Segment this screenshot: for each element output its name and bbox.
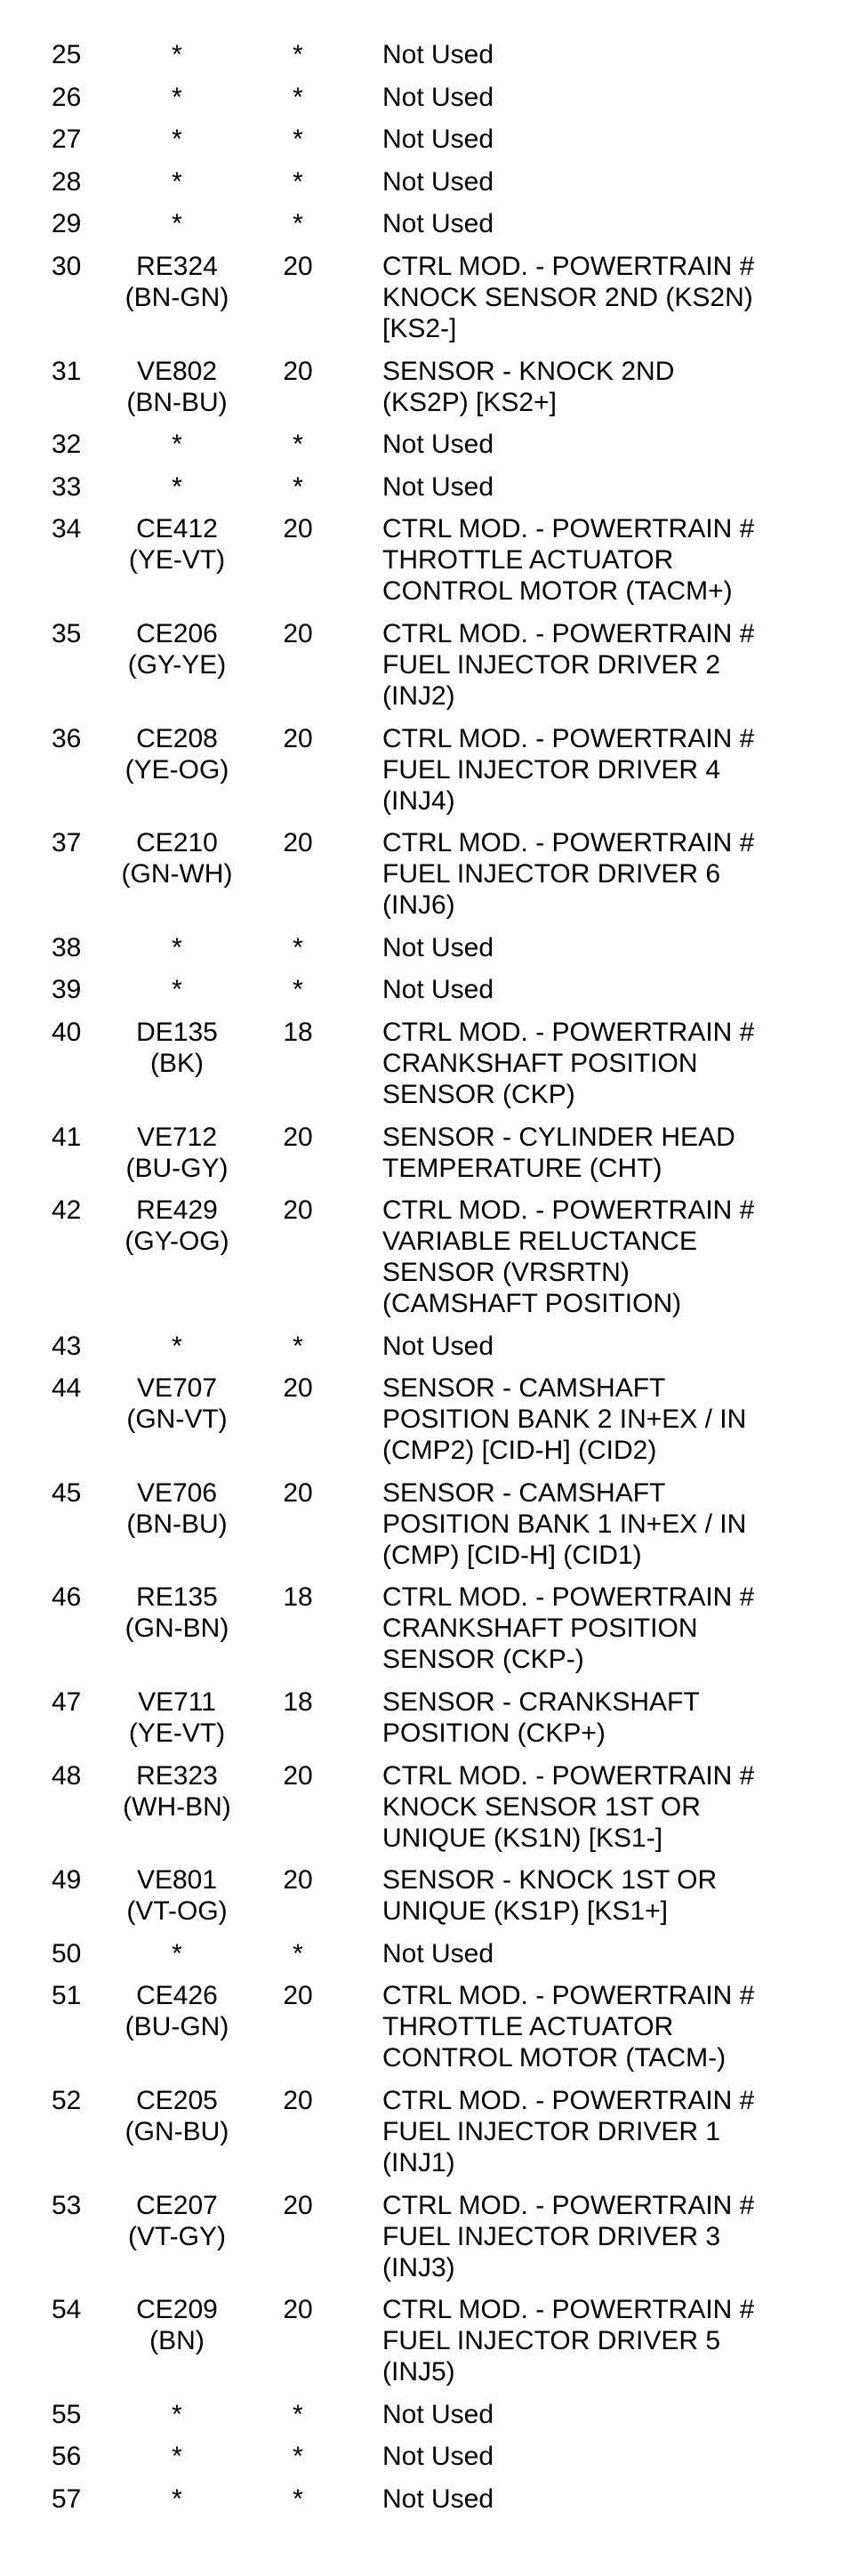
wire-gauge: * [293,471,303,502]
circuit-function [349,429,843,471]
circuit-function [349,2483,843,2526]
pin-number: 26 [52,82,82,112]
pin-number: 38 [52,932,82,962]
circuit-cell [107,827,247,932]
circuit-function [349,1686,843,1760]
pin-number: 32 [52,430,82,460]
circuit-cell [107,1195,247,1331]
wire-gauge: 20 [283,1760,313,1791]
circuit-cell [107,1331,247,1373]
circuit-cell [107,1760,247,1865]
function-line: CONTROL MOTOR (TACM-) [382,2043,727,2073]
wire-gauge: * [293,932,303,962]
function-line: (CAMSHAFT POSITION) [382,1289,682,1319]
pin-number: 31 [52,356,82,386]
function-line: POSITION (CKP+) [382,1719,606,1749]
circuit-function [349,356,843,430]
table-row [0,2190,843,2295]
wire-gauge: 18 [283,1687,313,1718]
circuit-code: VE711 [138,1687,216,1718]
circuit-function [349,39,843,82]
wire-color: (BN-BU) [126,1509,228,1539]
circuit-code: VE802 [136,356,218,386]
table-row [0,1331,843,1373]
function-line: Not Used [382,82,494,112]
function-line: CTRL MOD. - POWERTRAIN # [382,1760,755,1791]
function-line: FUEL INJECTOR DRIVER 5 [382,2326,721,2356]
function-line: (INJ5) [382,2357,455,2387]
pin-number: 39 [52,975,82,1005]
wire-gauge: 20 [283,1122,313,1152]
circuit-code: * [172,1938,182,1968]
circuit-code: * [172,2484,182,2514]
function-line: (CMP2) [CID-H] (CID2) [382,1436,657,1466]
table-row [0,1760,843,1865]
circuit-function [349,2294,843,2399]
table-row [0,1582,843,1686]
function-line: CONTROL MOTOR (TACM+) [382,576,733,607]
pin-number: 52 [52,2086,82,2116]
circuit-code: CE206 [136,618,218,648]
pin-number: 56 [52,2442,82,2472]
circuit-cell [107,251,247,356]
pin-number: 57 [52,2484,82,2514]
pin-number: 49 [52,1865,82,1896]
circuit-code: CE208 [136,723,218,753]
circuit-function [349,208,843,251]
table-row [0,1864,843,1938]
circuit-cell [107,39,247,82]
function-line: SENSOR (VRSRTN) [382,1258,630,1288]
function-line: THROTTLE ACTUATOR [382,2012,674,2042]
circuit-code: VE707 [136,1373,218,1404]
circuit-function [349,1477,843,1582]
function-line: Not Used [382,2399,494,2429]
table-row [0,471,843,514]
table-row [0,827,843,932]
circuit-cell [107,471,247,514]
wire-gauge: 20 [283,2086,313,2116]
circuit-code: * [172,975,182,1005]
pin-number: 55 [52,2399,82,2429]
wire-gauge: * [293,82,303,112]
pin-number: 45 [52,1477,82,1508]
function-line: CTRL MOD. - POWERTRAIN # [382,1195,755,1226]
function-line: Not Used [382,40,494,69]
function-line: SENSOR - KNOCK 1ST OR [382,1865,718,1896]
circuit-cell [107,356,247,430]
circuit-code: CE210 [136,828,218,858]
circuit-function [349,618,843,723]
table-row [0,1195,843,1331]
function-line: CTRL MOD. - POWERTRAIN # [382,2190,755,2220]
wire-gauge: 20 [283,1981,313,2011]
table-row [0,932,843,975]
circuit-cell [107,1017,247,1122]
function-line: VARIABLE RELUCTANCE [382,1227,697,1257]
wire-color: (YE-OG) [124,754,229,785]
wire-color: (WH-BN) [123,1791,231,1822]
circuit-cell [107,82,247,125]
wire-gauge: * [293,166,303,197]
circuit-code: * [172,430,182,460]
table-row [0,2441,843,2483]
circuit-function [349,166,843,209]
circuit-function [349,2190,843,2295]
function-line: (INJ1) [382,2148,455,2178]
table-row [0,2085,843,2190]
pin-number: 44 [52,1373,82,1404]
function-line: Not Used [382,430,494,460]
pin-number: 27 [52,125,82,155]
function-line: CTRL MOD. - POWERTRAIN # [382,618,755,648]
function-line: CTRL MOD. - POWERTRAIN # [382,1017,755,1047]
circuit-code: * [172,2442,182,2472]
table-row [0,1686,843,1760]
function-line: CTRL MOD. - POWERTRAIN # [382,828,755,858]
pin-number: 28 [52,166,82,197]
wire-gauge: 20 [283,723,313,753]
function-line: THROTTLE ACTUATOR [382,545,674,576]
circuit-cell [107,1864,247,1938]
circuit-cell [107,1477,247,1582]
wire-gauge: 20 [283,2190,313,2220]
wire-gauge: 20 [283,2295,313,2325]
pin-number: 53 [52,2190,82,2220]
circuit-code: * [172,82,182,112]
circuit-code: * [172,166,182,197]
wire-gauge: * [293,1938,303,1968]
circuit-code: CE426 [136,1981,218,2011]
circuit-cell [107,2399,247,2442]
pin-number: 30 [52,251,82,281]
pin-number: 47 [52,1687,82,1718]
circuit-function [349,82,843,125]
circuit-code: RE323 [136,1760,218,1791]
circuit-code: * [172,1331,182,1361]
wire-gauge: 20 [283,251,313,281]
wire-gauge: 20 [283,356,313,386]
pin-number: 50 [52,1938,82,1968]
function-line: CRANKSHAFT POSITION [382,1614,698,1644]
function-line: CTRL MOD. - POWERTRAIN # [382,1582,755,1613]
function-line: CTRL MOD. - POWERTRAIN # [382,514,755,544]
circuit-function [349,513,843,618]
circuit-function [349,723,843,828]
circuit-cell [107,513,247,618]
circuit-cell [107,618,247,723]
function-line: FUEL INJECTOR DRIVER 1 [382,2117,721,2147]
circuit-code: * [172,125,182,155]
function-line: KNOCK SENSOR 2ND (KS2N) [382,282,753,312]
circuit-cell [107,1980,247,2085]
table-row [0,251,843,356]
pin-number: 51 [52,1981,82,2011]
circuit-function [349,1938,843,1981]
function-line: Not Used [382,1938,494,1968]
wire-color: (GY-OG) [124,1227,229,1257]
wire-gauge: * [293,125,303,155]
function-line: Not Used [382,166,494,197]
function-line: CTRL MOD. - POWERTRAIN # [382,2086,755,2116]
function-line: SENSOR - CAMSHAFT [382,1373,666,1404]
wire-color: (GN-BU) [124,2117,229,2147]
circuit-function [349,2399,843,2442]
circuit-cell [107,1122,247,1195]
wire-color: (GN-VT) [126,1405,228,1435]
function-line: POSITION BANK 1 IN+EX / IN [382,1509,747,1539]
wire-gauge: 20 [283,1865,313,1896]
pin-number: 48 [52,1760,82,1791]
circuit-cell [107,2441,247,2483]
table-row [0,1373,843,1477]
function-line: (INJ3) [382,2252,455,2282]
circuit-code: * [172,2399,182,2429]
circuit-code: CE209 [136,2295,218,2325]
function-line: Not Used [382,932,494,962]
function-line: FUEL INJECTOR DRIVER 4 [382,754,721,785]
function-line: FUEL INJECTOR DRIVER 3 [382,2221,721,2251]
function-line: FUEL INJECTOR DRIVER 2 [382,649,721,680]
circuit-cell [107,1582,247,1686]
function-line: SENSOR - CYLINDER HEAD [382,1122,735,1152]
table-row [0,208,843,251]
function-line: CTRL MOD. - POWERTRAIN # [382,1981,755,2011]
circuit-cell [107,124,247,166]
pin-number: 42 [52,1195,82,1226]
function-line: (INJ2) [382,680,455,711]
table-row [0,124,843,166]
wire-color: (GN-BN) [124,1614,229,1644]
table-row [0,618,843,723]
function-line: SENSOR (CKP) [382,1079,575,1109]
wire-gauge: * [293,2442,303,2472]
pin-number: 34 [52,514,82,544]
wire-gauge: * [293,1331,303,1361]
table-row [0,723,843,828]
circuit-cell [107,2483,247,2526]
wire-gauge: * [293,209,303,239]
function-line: SENSOR - KNOCK 2ND [382,356,675,386]
function-line: [KS2-] [382,313,457,343]
circuit-cell [107,166,247,209]
circuit-cell [107,429,247,471]
circuit-code: CE412 [136,514,218,544]
circuit-function [349,1980,843,2085]
function-line: (KS2P) [KS2+] [382,387,557,417]
circuit-code: * [172,40,182,69]
function-line: Not Used [382,975,494,1005]
circuit-function [349,1864,843,1938]
circuit-function [349,974,843,1017]
function-line: (CMP) [CID-H] (CID1) [382,1540,642,1570]
pin-number: 46 [52,1582,82,1613]
wire-gauge: * [293,40,303,69]
circuit-cell [107,723,247,828]
function-line: SENSOR (CKP-) [382,1645,584,1675]
table-row [0,1938,843,1981]
circuit-function [349,1017,843,1122]
circuit-code: CE207 [136,2190,218,2220]
circuit-cell [107,1373,247,1477]
wire-color: (VT-OG) [126,1896,228,1927]
circuit-function [349,1122,843,1195]
wire-gauge: * [293,2399,303,2429]
function-line: (INJ6) [382,890,455,921]
wire-color: (YE-VT) [128,545,226,576]
circuit-function [349,2085,843,2190]
circuit-code: * [172,932,182,962]
table-row [0,2294,843,2399]
function-line: UNIQUE (KS1P) [KS1+] [382,1896,668,1927]
circuit-code: VE801 [136,1865,218,1896]
circuit-code: RE429 [136,1195,218,1226]
function-line: Not Used [382,2484,494,2514]
circuit-cell [107,2190,247,2295]
function-line: FUEL INJECTOR DRIVER 6 [382,859,721,890]
wire-gauge: 20 [283,828,313,858]
wire-gauge: 20 [283,618,313,648]
pin-number: 35 [52,618,82,648]
wire-color: (BU-GN) [124,2012,229,2042]
function-line: SENSOR - CRANKSHAFT [382,1687,700,1718]
pin-number: 29 [52,209,82,239]
function-line: (INJ4) [382,785,455,816]
circuit-function [349,124,843,166]
circuit-function [349,1582,843,1686]
connector-pinout-table [0,39,843,2526]
table-row [0,2399,843,2442]
circuit-function [349,1195,843,1331]
function-line: Not Used [382,125,494,155]
circuit-cell [107,2085,247,2190]
circuit-function [349,1331,843,1373]
wire-gauge: 20 [283,1373,313,1404]
table-row [0,513,843,618]
circuit-cell [107,2294,247,2399]
wire-color: (VT-GY) [128,2221,226,2251]
wire-color: (BN) [149,2326,205,2356]
function-line: SENSOR - CAMSHAFT [382,1477,666,1508]
circuit-cell [107,1938,247,1981]
table-row [0,82,843,125]
pin-number: 36 [52,723,82,753]
function-line: POSITION BANK 2 IN+EX / IN [382,1405,747,1435]
function-line: CTRL MOD. - POWERTRAIN # [382,2295,755,2325]
pin-number: 33 [52,471,82,502]
circuit-code: * [172,209,182,239]
wire-gauge: 20 [283,1477,313,1508]
table-row [0,1017,843,1122]
wire-gauge: * [293,975,303,1005]
circuit-cell [107,208,247,251]
function-line: CTRL MOD. - POWERTRAIN # [382,723,755,753]
table-row [0,39,843,82]
function-line: Not Used [382,471,494,502]
circuit-code: RE135 [136,1582,218,1613]
circuit-function [349,1373,843,1477]
circuit-code: VE706 [136,1477,218,1508]
pin-number: 40 [52,1017,82,1047]
function-line: CRANKSHAFT POSITION [382,1048,698,1078]
function-line: CTRL MOD. - POWERTRAIN # [382,251,755,281]
function-line: Not Used [382,209,494,239]
circuit-function [349,932,843,975]
function-line: UNIQUE (KS1N) [KS1-] [382,1823,663,1853]
wire-gauge: 18 [283,1017,313,1047]
wire-color: (BN-GN) [124,282,229,312]
wire-gauge: * [293,430,303,460]
table-row [0,2483,843,2526]
pin-number: 43 [52,1331,82,1361]
wire-gauge: 20 [283,514,313,544]
pinout-table-body [0,39,843,2526]
pin-number: 37 [52,828,82,858]
table-row [0,429,843,471]
circuit-cell [107,1686,247,1760]
wire-color: (YE-VT) [128,1719,226,1749]
circuit-cell [107,974,247,1017]
circuit-code: VE712 [136,1122,218,1152]
circuit-cell [107,932,247,975]
circuit-code: RE324 [136,251,218,281]
table-row [0,1122,843,1195]
table-row [0,974,843,1017]
circuit-code: * [172,471,182,502]
table-row [0,356,843,430]
wire-color: (BU-GY) [125,1153,229,1183]
pin-number: 41 [52,1122,82,1152]
circuit-code: DE135 [136,1017,218,1047]
circuit-function [349,827,843,932]
function-line: KNOCK SENSOR 1ST OR [382,1791,701,1822]
table-row [0,1980,843,2085]
wire-color: (BK) [150,1048,204,1078]
circuit-function [349,2441,843,2483]
wire-gauge: 20 [283,1195,313,1226]
circuit-function [349,1760,843,1865]
wire-color: (GY-YE) [127,649,227,680]
circuit-code: CE205 [136,2086,218,2116]
table-row [0,1477,843,1582]
wire-gauge: 18 [283,1582,313,1613]
function-line: Not Used [382,1331,494,1361]
circuit-function [349,251,843,356]
function-line: TEMPERATURE (CHT) [382,1153,662,1183]
pin-number: 25 [52,40,82,69]
wire-color: (BN-BU) [126,387,228,417]
table-row [0,166,843,209]
pin-number: 54 [52,2295,82,2325]
circuit-function [349,471,843,514]
function-line: Not Used [382,2442,494,2472]
wire-color: (GN-WH) [121,859,233,890]
wire-gauge: * [293,2484,303,2514]
